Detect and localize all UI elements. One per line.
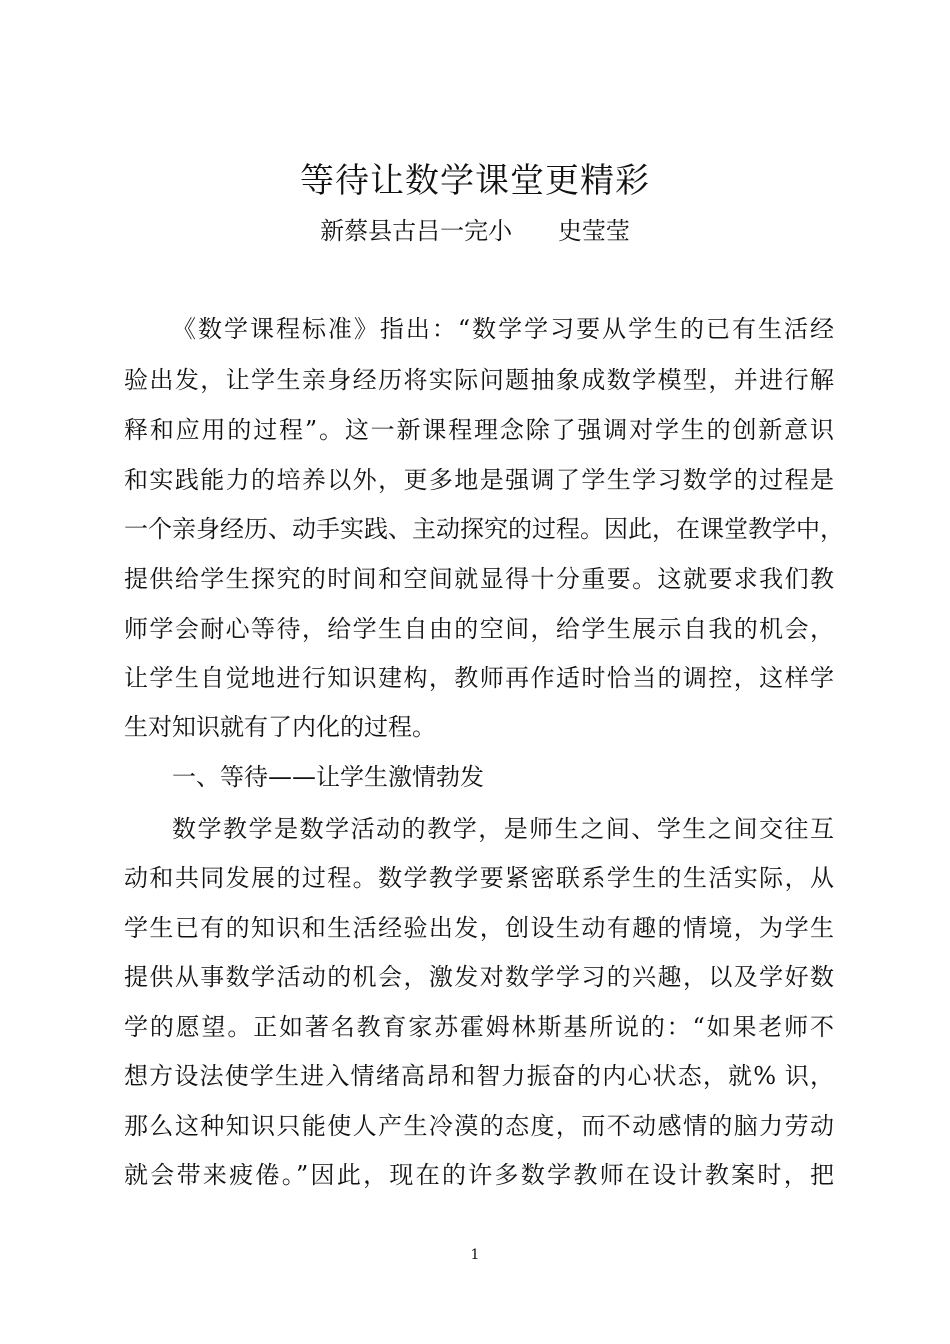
paragraph-line: 释和应用的过程”。这一新课程理念除了强调对学生的创新意识 bbox=[124, 416, 834, 444]
paragraph-line: 提供给学生探究的时间和空间就显得十分重要。这就要求我们教 bbox=[124, 565, 834, 593]
paragraph-line: 验出发，让学生亲身经历将实际问题抽象成数学模型，并进行解 bbox=[124, 366, 834, 394]
paragraph-line: 动和共同发展的过程。数学教学要紧密联系学生的生活实际，从 bbox=[124, 864, 834, 892]
paragraph-line: 就会带来疲倦。”因此，现在的许多数学教师在设计教案时，把 bbox=[124, 1161, 834, 1189]
section-heading: 一、等待——让学生激情勃发 bbox=[172, 763, 484, 791]
paragraph-line: 《数学课程标准》指出：“数学学习要从学生的已有生活经 bbox=[172, 315, 834, 343]
paragraph-line: 学生已有的知识和生活经验出发，创设生动有趣的情境，为学生 bbox=[124, 914, 834, 942]
paragraph-line: 一个亲身经历、动手实践、主动探究的过程。因此，在课堂教学中， bbox=[124, 515, 844, 543]
paragraph-line: 师学会耐心等待，给学生自由的空间，给学生展示自我的机会， bbox=[124, 615, 834, 643]
page-number: 1 bbox=[470, 1247, 480, 1263]
paragraph-line: 那么这种知识只能使人产生冷漠的态度，而不动感情的脑力劳动 bbox=[124, 1112, 834, 1140]
author-byline: 新蔡县古吕一完小 史莹莹 bbox=[320, 217, 630, 245]
paragraph-line: 生对知识就有了内化的过程。 bbox=[124, 713, 436, 741]
page-title: 等待让数学课堂更精彩 bbox=[300, 161, 650, 201]
paragraph-line: 让学生自觉地进行知识建构，教师再作适时恰当的调控，这样学 bbox=[124, 664, 834, 692]
paragraph-line: 提供从事数学活动的机会，激发对数学学习的兴趣，以及学好数 bbox=[124, 963, 834, 991]
paragraph-line: 和实践能力的培养以外，更多地是强调了学生学习数学的过程是 bbox=[124, 466, 834, 494]
paragraph-line: 数学教学是数学活动的教学，是师生之间、学生之间交往互 bbox=[172, 815, 834, 843]
paragraph-line: 学的愿望。正如著名教育家苏霍姆林斯基所说的：“如果老师不 bbox=[124, 1013, 834, 1041]
paragraph-line: 想方设法使学生进入情绪高昂和智力振奋的内心状态，就% 识， bbox=[124, 1062, 834, 1090]
